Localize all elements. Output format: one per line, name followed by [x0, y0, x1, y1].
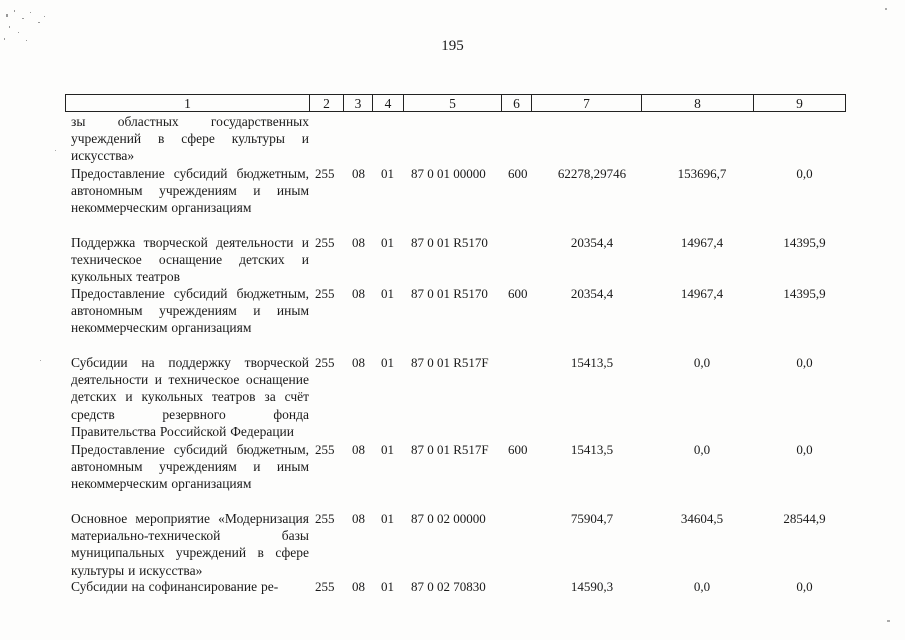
header-col-1: 1 [66, 95, 310, 111]
cell-col-9: 0,0 [796, 355, 813, 370]
table-header [65, 94, 846, 112]
scan-speck [885, 8, 887, 10]
row-name: Предоставление субсидий бюджетным, автономным учреждениям и иным некоммерческим организациям [71, 286, 309, 336]
cell-col-8: 14967,4 [680, 286, 724, 301]
cell-col-8: 0,0 [693, 355, 711, 370]
cell-col-9: 14395,9 [783, 235, 826, 250]
cell-col-3: 08 [352, 235, 365, 250]
cell-col-9: 0,0 [796, 442, 813, 457]
cell-col-2: 255 [315, 166, 335, 181]
cell-col-8: 0,0 [693, 442, 711, 457]
row-name: Предоставление субсидий бюджетным, автономным учреждениям и иным некоммерческим организациям [71, 166, 309, 216]
row-name: Субсидии на софинансирование ре- [71, 579, 279, 594]
cell-col-5: 87 0 01 R5170 [411, 286, 488, 301]
cell-col-5: 87 0 02 00000 [411, 511, 486, 526]
cell-col-2: 255 [315, 286, 335, 301]
cell-col-7: 75904,7 [570, 511, 614, 526]
cell-col-3: 08 [352, 579, 365, 594]
row-name: Субсидии на поддержку творческой деятельности и техническое оснащение детских и кукольных театров за счёт средств резервного фонда Правительства Российской Федерации [71, 355, 309, 439]
scan-noise-corner [0, 0, 60, 60]
scan-speck [887, 620, 890, 622]
cell-col-4: 01 [381, 511, 394, 526]
header-col-4: 4 [373, 95, 404, 111]
cell-col-2: 255 [315, 579, 335, 594]
cell-col-3: 08 [352, 355, 365, 370]
cell-col-4: 01 [381, 286, 394, 301]
cell-col-3: 08 [352, 286, 365, 301]
cell-col-8: 34604,5 [680, 511, 724, 526]
cell-col-5: 87 0 01 00000 [411, 166, 486, 181]
cell-col-6: 600 [508, 442, 528, 457]
cell-col-3: 08 [352, 511, 365, 526]
cell-col-4: 01 [381, 355, 394, 370]
header-col-3: 3 [344, 95, 373, 111]
cell-col-5: 87 0 02 70830 [411, 579, 486, 594]
cell-col-9: 0,0 [796, 166, 813, 181]
cell-col-9: 14395,9 [783, 286, 826, 301]
header-col-6: 6 [502, 95, 532, 111]
header-col-9: 9 [754, 95, 846, 111]
cell-col-8: 153696,7 [677, 166, 727, 181]
cell-col-7: 62278,29746 [557, 166, 627, 181]
cell-col-6: 600 [508, 286, 528, 301]
cell-col-9: 28544,9 [783, 511, 826, 526]
cell-col-2: 255 [315, 235, 335, 250]
cell-col-4: 01 [381, 166, 394, 181]
scan-speck [55, 150, 56, 151]
cell-col-8: 0,0 [693, 579, 711, 594]
cell-col-2: 255 [315, 442, 335, 457]
cell-col-8: 14967,4 [680, 235, 724, 250]
cell-col-5: 87 0 01 R517F [411, 355, 489, 370]
cell-col-4: 01 [381, 235, 394, 250]
header-col-7: 7 [532, 95, 642, 111]
cell-col-7: 20354,4 [570, 235, 614, 250]
cell-col-5: 87 0 01 R5170 [411, 235, 488, 250]
cell-col-7: 15413,5 [570, 355, 614, 370]
cell-col-4: 01 [381, 442, 394, 457]
scan-speck [40, 360, 41, 361]
cell-col-9: 0,0 [796, 579, 813, 594]
cell-col-4: 01 [381, 579, 394, 594]
cell-col-3: 08 [352, 166, 365, 181]
row-name: Основное мероприятие «Модернизация материально-технической базы муниципальных учреждений в сфере культуры и искусства» [71, 511, 309, 578]
row-name: зы областных государственных учреждений в сфере культуры и искусства» [71, 114, 309, 164]
cell-col-6: 600 [508, 166, 528, 181]
header-col-2: 2 [310, 95, 344, 111]
cell-col-2: 255 [315, 511, 335, 526]
cell-col-7: 20354,4 [570, 286, 614, 301]
cell-col-3: 08 [352, 442, 365, 457]
page-number: 195 [441, 38, 464, 54]
header-col-5: 5 [404, 95, 502, 111]
cell-col-2: 255 [315, 355, 335, 370]
cell-col-7: 15413,5 [570, 442, 614, 457]
cell-col-7: 14590,3 [570, 579, 614, 594]
row-name: Предоставление субсидий бюджетным, автономным учреждениям и иным некоммерческим организациям [71, 442, 309, 492]
cell-col-5: 87 0 01 R517F [411, 442, 489, 457]
row-name: Поддержка творческой деятельности и техническое оснащение детских и кукольных театров [71, 235, 309, 285]
header-col-8: 8 [642, 95, 754, 111]
